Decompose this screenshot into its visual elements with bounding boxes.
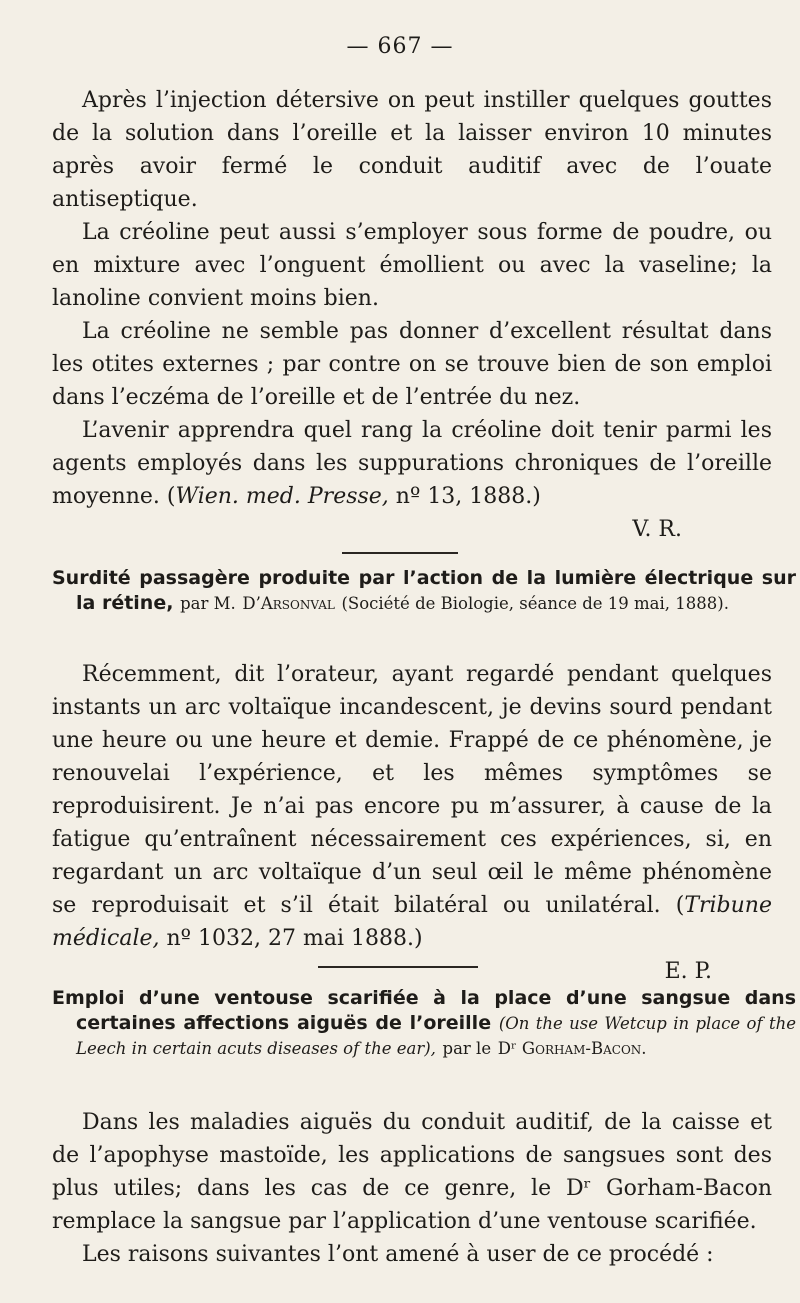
signature: V. R. <box>632 517 682 542</box>
citation-reference: nº 1032, 27 mai 1888.) <box>159 926 423 951</box>
citation-reference: nº 13, 1888.) <box>388 484 541 509</box>
citation-source: Tribune médicale, <box>52 893 772 951</box>
paragraph: Après l’injection détersive on peut instiller quelques gouttes de la solution dans l’oreille et la laisser environ 10 minutes après avoir fermé le conduit auditif avec de l’ouate antiseptique. <box>52 88 772 212</box>
paragraph-with-citation <box>52 414 772 513</box>
byline-source: (Société de Biologie, séance de 19 mai, 1888). <box>341 594 729 613</box>
article-title: Emploi d’une ventouse scarifiée à la place d’une sangsue dans certaines affections aiguës de l’oreille <box>52 987 796 1034</box>
english-title: (On the use Wetcup in place of the Leech in certain acuts diseases of the ear), <box>76 1014 796 1058</box>
article-heading <box>52 986 796 1061</box>
paragraph-text: L’avenir apprendra quel rang la créoline doit tenir parmi les agents employés dans les suppurations chroniques de l’oreille moyenne. ( <box>52 418 772 509</box>
section-divider <box>342 552 458 554</box>
citation-source: Wien. med. Presse, <box>175 484 389 509</box>
paragraph: La créoline ne semble pas donner d’excellent résultat dans les otites externes ; par contre on se trouve bien de son emploi dans l’eczéma de l’oreille et de l’entrée du nez. <box>52 319 772 410</box>
paragraph-with-citation <box>52 658 772 955</box>
paragraph: Dans les maladies aiguës du conduit auditif, de la caisse et de l’apophyse mastoïde, les applications de sangsues sont des plus utiles; dans les cas de ce genre, le Dʳ Gorham-Bacon remplace la sangsue par l’application d’une ventouse scarifiée. <box>52 1110 772 1234</box>
byline-prefix: par le <box>442 1039 492 1058</box>
section-divider <box>318 966 478 968</box>
author-name: D’Arsonval <box>242 594 335 613</box>
paragraph: Les raisons suivantes l’ont amené à user de ce procédé : <box>82 1242 714 1267</box>
page-number: — 667 — <box>346 34 454 59</box>
paragraph-text: Récemment, dit l’orateur, ayant regardé pendant quelques instants un arc voltaïque incandescent, je devins sourd pendant une heure ou une heure et demie. Frappé de ce phénomène, je renouvelai l’expérience, et les mêmes symptômes se reproduisirent. Je n’ai pas encore pu m’assurer, à cause de la fatigue qu’entraînent nécessairement ces expériences, si, en regardant un arc voltaïque d’un seul œil le même phénomène se reproduisait et s’il était bilatéral ou unilatéral. ( <box>52 662 772 918</box>
paragraph: La créoline peut aussi s’employer sous forme de poudre, ou en mixture avec l’onguent émollient ou avec la vaseline; la lanoline convient moins bien. <box>52 220 772 311</box>
article-heading <box>52 566 796 616</box>
signature: E. P. <box>664 959 712 984</box>
article-title: Surdité passagère produite par l’action de la lumière électrique sur la rétine, <box>52 567 796 614</box>
author-name: Dʳ Gorham-Bacon. <box>497 1039 647 1058</box>
article-body <box>52 658 772 988</box>
byline-prefix: par M. <box>180 594 236 613</box>
intro-section <box>52 84 772 546</box>
article-body <box>52 1106 772 1271</box>
